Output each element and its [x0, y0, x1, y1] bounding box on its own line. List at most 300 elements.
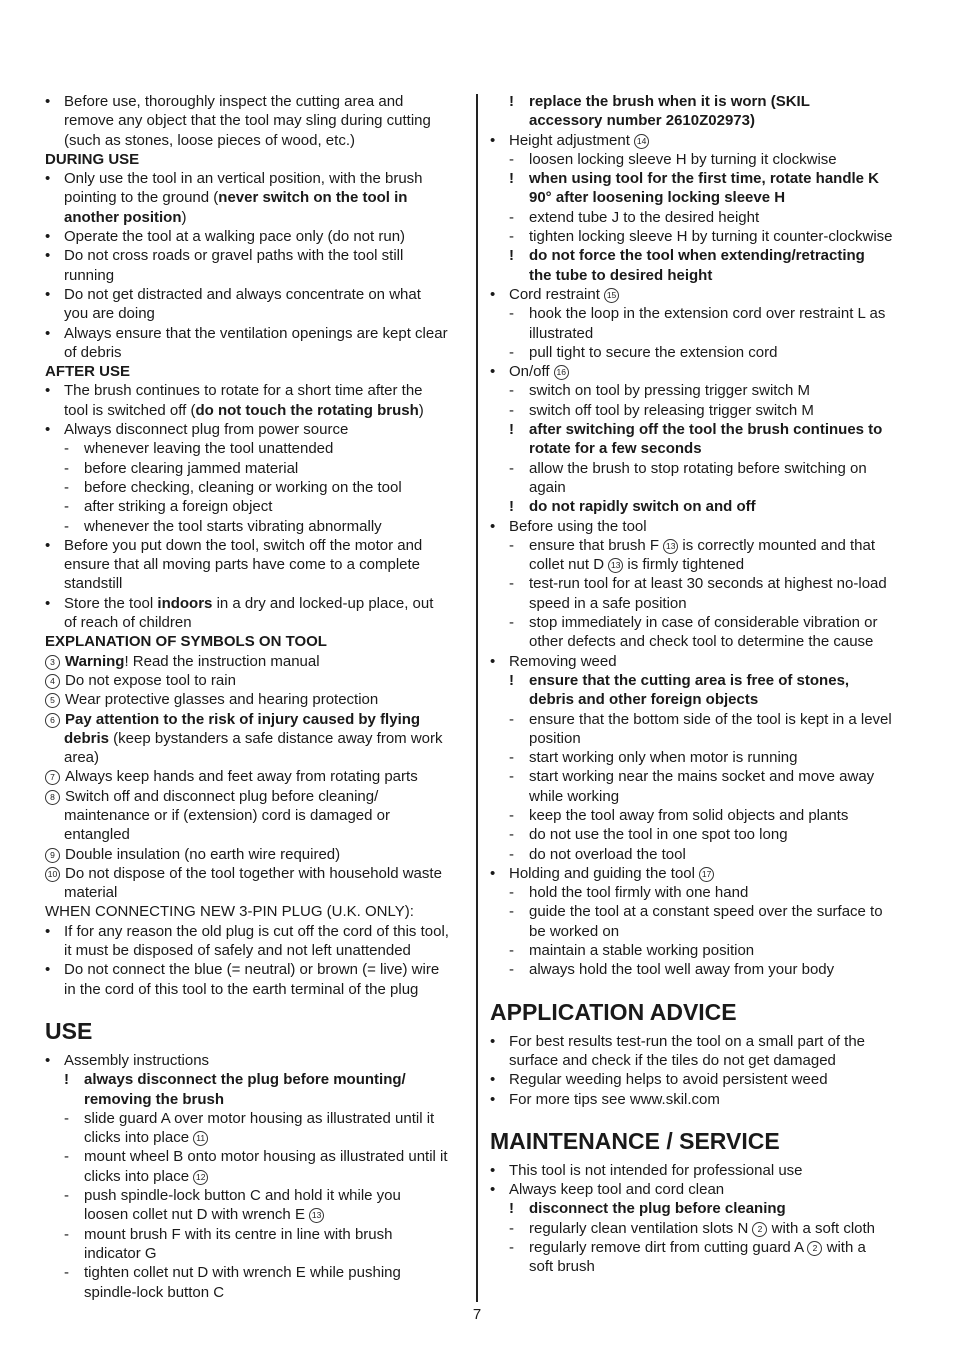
- text: APPLICATION ADVICE: [490, 998, 737, 1025]
- text: pointing to the ground (: [64, 189, 219, 207]
- text: allow the brush to stop rotating before switching on: [529, 459, 867, 477]
- dash-marker: -: [509, 768, 514, 786]
- text-line: [45, 131, 465, 150]
- dash-marker: -: [509, 826, 514, 844]
- warning-marker: !: [509, 421, 514, 439]
- text-line: [45, 806, 465, 825]
- text: position: [529, 729, 581, 747]
- text: Assembly instructions: [64, 1051, 210, 1069]
- text: whenever the tool starts vibrating abnormally: [84, 517, 382, 535]
- text-line: [490, 922, 914, 941]
- text-line: [490, 497, 914, 516]
- bold-text: indoors: [157, 594, 213, 612]
- text: in a dry and locked-up place, out: [212, 594, 434, 612]
- text-line: [490, 1090, 914, 1109]
- text: removing the brush: [84, 1090, 225, 1108]
- text-line: [45, 1109, 465, 1128]
- text: soft brush: [529, 1258, 595, 1276]
- text: it must be disposed of safely and not left unattended: [64, 942, 411, 960]
- text: accessory number 2610Z02973): [529, 112, 755, 130]
- text: ensure that the cutting area is free of stones,: [529, 671, 850, 689]
- text: surface and check if the tiles do not get damaged: [509, 1051, 836, 1069]
- dash-marker: -: [509, 401, 514, 419]
- text-line: [490, 304, 914, 323]
- text: do not rapidly switch on and off: [529, 498, 756, 516]
- symbol-number: 9: [45, 848, 60, 863]
- dash-marker: -: [64, 478, 69, 496]
- bold-text: Pay attention to the risk of injury caused by flying: [65, 710, 421, 728]
- text-line: [490, 806, 914, 825]
- bold-text: debris: [64, 729, 110, 747]
- text-line: [490, 941, 914, 960]
- text: do not overload the tool: [529, 845, 686, 863]
- text: For best results test-run the tool on a small part of the: [509, 1032, 866, 1050]
- text-line: [45, 324, 465, 343]
- text: USE: [45, 1017, 93, 1044]
- text-line: [45, 420, 465, 439]
- bullet-icon: •: [45, 324, 51, 342]
- text-line: [45, 613, 465, 632]
- text: do not force the tool when extending/retracting: [529, 247, 865, 265]
- text-line: [45, 748, 465, 767]
- text-line: [490, 246, 914, 265]
- text-line: [45, 227, 465, 246]
- text: stop immediately in case of considerable vibration or: [529, 614, 878, 632]
- text: AFTER USE: [45, 363, 131, 381]
- text: switch on tool by pressing trigger switch M: [529, 382, 810, 400]
- text: other defects and check tool to determine the cause: [529, 633, 874, 651]
- bullet-icon: •: [45, 228, 51, 246]
- page-number: 7: [472, 1306, 482, 1323]
- text: hook the loop in the extension cord over restraint L as: [529, 305, 886, 323]
- text: EXPLANATION OF SYMBOLS ON TOOL: [45, 633, 327, 651]
- warning-marker: !: [509, 93, 514, 110]
- text-line: [490, 1032, 914, 1051]
- text: of debris: [64, 343, 122, 361]
- text: Only use the tool in an vertical position, with the brush: [64, 170, 423, 188]
- bullet-icon: •: [45, 382, 51, 400]
- text: after striking a foreign object: [84, 498, 273, 516]
- text-line: [45, 864, 465, 883]
- symbol-number-icon: [45, 690, 60, 709]
- figure-reference-icon: 14: [634, 134, 649, 149]
- text-line: [490, 92, 914, 111]
- text: you are doing: [64, 305, 155, 323]
- bullet-icon: •: [490, 1032, 496, 1050]
- text-line: [490, 883, 914, 902]
- symbol-number: 7: [45, 770, 60, 785]
- text-line: [490, 362, 914, 381]
- text: speed in a safe position: [529, 594, 687, 612]
- text: On/off: [509, 363, 554, 381]
- text: push spindle-lock button C and hold it while you: [84, 1187, 401, 1205]
- text: Switch off and disconnect plug before cleaning/: [65, 787, 379, 805]
- text-line: [490, 478, 914, 497]
- text-line: [45, 1070, 465, 1089]
- dash-marker: -: [509, 884, 514, 902]
- text: tool is switched off (: [64, 401, 196, 419]
- text-line: [45, 767, 465, 786]
- text-line: [490, 227, 914, 246]
- text-line: [45, 1147, 465, 1166]
- symbol-number: 8: [45, 790, 60, 805]
- text: Always disconnect plug from power source: [64, 421, 349, 439]
- text: mount brush F with its centre in line with brush: [84, 1225, 393, 1243]
- text-line: [490, 285, 914, 304]
- bullet-icon: •: [45, 170, 51, 188]
- text-line: [490, 1257, 914, 1276]
- symbol-number: 5: [45, 693, 60, 708]
- text: slide guard A over motor housing as illustrated until it: [84, 1109, 435, 1127]
- text-line: [45, 246, 465, 265]
- text-line: [45, 729, 465, 748]
- dash-marker: -: [509, 1239, 514, 1257]
- dash-marker: -: [509, 208, 514, 226]
- text: If for any reason the old plug is cut off the cord of this tool,: [64, 922, 449, 940]
- text: Before using the tool: [509, 517, 647, 535]
- bullet-icon: •: [45, 285, 51, 303]
- text-line: [45, 188, 465, 207]
- dash-marker: -: [509, 575, 514, 593]
- text: ensure that the bottom side of the tool is kept in a level: [529, 710, 892, 728]
- dash-marker: -: [509, 806, 514, 824]
- dash-marker: -: [509, 614, 514, 632]
- text: while working: [529, 787, 620, 805]
- text: in the cord of this tool to the earth terminal of the plug: [64, 980, 419, 998]
- text-line: [45, 1263, 465, 1282]
- text: loosen locking sleeve H by turning it clockwise: [529, 150, 837, 168]
- text: with a soft cloth: [767, 1219, 876, 1237]
- text: whenever leaving the tool unattended: [84, 440, 334, 458]
- bullet-icon: •: [490, 1181, 496, 1199]
- bold-text: do not touch the rotating brush: [195, 401, 419, 419]
- bullet-icon: •: [490, 1090, 496, 1108]
- text: Always keep hands and feet away from rotating parts: [65, 768, 418, 786]
- text: hold the tool firmly with one hand: [529, 884, 749, 902]
- text: loosen collet nut D with wrench E: [84, 1206, 310, 1224]
- text: Store the tool: [64, 594, 158, 612]
- text: tighten locking sleeve H by turning it counter-clockwise: [529, 228, 893, 246]
- text: Double insulation (no earth wire required): [65, 845, 341, 863]
- subsection-heading: [45, 632, 465, 651]
- warning-marker: !: [509, 498, 514, 516]
- text-line: [490, 1199, 914, 1218]
- text: before checking, cleaning or working on the tool: [84, 478, 402, 496]
- figure-reference-icon: 15: [604, 288, 619, 303]
- text: replace the brush when it is worn (SKIL: [529, 93, 810, 110]
- dash-marker: -: [64, 459, 69, 477]
- text-line: [45, 883, 465, 902]
- text: before clearing jammed material: [84, 459, 299, 477]
- column-divider: [476, 94, 478, 1302]
- text: extend tube J to the desired height: [529, 208, 760, 226]
- text-line: [45, 594, 465, 613]
- bullet-icon: •: [490, 517, 496, 535]
- bullet-icon: •: [490, 363, 496, 381]
- symbol-number-icon: [45, 845, 60, 864]
- text-line: [45, 343, 465, 362]
- section-heading: [45, 1017, 465, 1045]
- text: The brush continues to rotate for a short time after the: [64, 382, 423, 400]
- text-line: [490, 324, 914, 343]
- text-line: [45, 517, 465, 536]
- text: ensure that all moving parts have come to a complete: [64, 556, 421, 574]
- text-line: [45, 787, 465, 806]
- bullet-icon: •: [45, 961, 51, 979]
- bullet-icon: •: [490, 1161, 496, 1179]
- text: ): [181, 208, 187, 226]
- dash-marker: -: [509, 343, 514, 361]
- text: Regular weeding helps to avoid persistent weed: [509, 1071, 828, 1089]
- text-line: [490, 1161, 914, 1180]
- text-line: [490, 401, 914, 420]
- symbol-number-icon: [45, 864, 60, 883]
- bold-text: Warning: [65, 652, 125, 670]
- symbol-number: 10: [45, 867, 60, 882]
- text-line: [490, 613, 914, 632]
- text: after switching off the tool the brush continues to: [529, 421, 883, 439]
- text-line: [490, 652, 914, 671]
- warning-marker: !: [509, 671, 514, 689]
- text-line: [45, 381, 465, 400]
- text: spindle-lock button C: [84, 1283, 225, 1301]
- text: of reach of children: [64, 614, 192, 632]
- bullet-icon: •: [490, 131, 496, 149]
- text: WHEN CONNECTING NEW 3-PIN PLUG (U.K. ONLY):: [45, 903, 414, 921]
- text: test-run tool for at least 30 seconds at highest no-load: [529, 575, 887, 593]
- figure-reference-icon: 13: [309, 1208, 324, 1223]
- text: maintain a stable working position: [529, 942, 755, 960]
- text-line: [45, 690, 465, 709]
- text: entangled: [64, 826, 130, 844]
- figure-reference-icon: 13: [608, 558, 623, 573]
- dash-marker: -: [509, 961, 514, 979]
- text-line: [490, 632, 914, 651]
- text-line: [45, 536, 465, 555]
- text-line: [45, 1244, 465, 1263]
- text-line: [45, 555, 465, 574]
- bullet-icon: •: [490, 285, 496, 303]
- text: ensure that brush F: [529, 536, 664, 554]
- text-line: [490, 767, 914, 786]
- text: the tube to desired height: [529, 266, 713, 284]
- text-line: [490, 208, 914, 227]
- symbol-number: 6: [45, 713, 60, 728]
- text-line: [490, 111, 914, 130]
- text: DURING USE: [45, 150, 140, 168]
- text-line: [45, 459, 465, 478]
- text-line: [490, 710, 914, 729]
- text-line: [45, 980, 465, 999]
- text: (keep bystanders a safe distance away from work: [109, 729, 443, 747]
- text: switch off tool by releasing trigger switch M: [529, 401, 814, 419]
- text: is firmly tightened: [623, 556, 745, 574]
- text: Do not get distracted and always concentrate on what: [64, 285, 421, 303]
- figure-reference-icon: 2: [752, 1222, 767, 1237]
- text-line: [45, 845, 465, 864]
- text: ): [418, 401, 424, 419]
- text: maintenance or if (extension) cord is damaged or: [64, 806, 391, 824]
- text-line: [45, 710, 465, 729]
- text-line: [45, 266, 465, 285]
- text-line: [490, 864, 914, 883]
- text-line: [490, 574, 914, 593]
- text-line: [490, 787, 914, 806]
- text-line: [45, 1167, 465, 1186]
- section-heading: [490, 998, 914, 1026]
- text: Cord restraint: [509, 285, 605, 303]
- text-line: [490, 131, 914, 150]
- dash-marker: -: [509, 150, 514, 168]
- figure-reference-icon: 12: [193, 1170, 208, 1185]
- text-line: [490, 536, 914, 555]
- text: Do not expose tool to rain: [65, 671, 236, 689]
- symbol-number-icon: [45, 787, 60, 806]
- text: start working only when motor is running: [529, 749, 798, 767]
- text: guide the tool at a constant speed over the surface to: [529, 903, 883, 921]
- dash-marker: -: [509, 749, 514, 767]
- text-line: [45, 1128, 465, 1147]
- bullet-icon: •: [45, 247, 51, 265]
- text: For more tips see www.skil.com: [509, 1090, 720, 1108]
- text-line: [45, 208, 465, 227]
- warning-marker: !: [509, 247, 514, 265]
- bullet-icon: •: [490, 1071, 496, 1089]
- text-line: [45, 169, 465, 188]
- figure-reference-icon: 11: [193, 1131, 208, 1146]
- warning-marker: !: [509, 1200, 514, 1218]
- dash-marker: -: [509, 710, 514, 728]
- text: Always keep tool and cord clean: [509, 1181, 725, 1199]
- text-line: [45, 960, 465, 979]
- dash-marker: -: [509, 903, 514, 921]
- text-line: [45, 652, 465, 671]
- text: 90° after loosening locking sleeve H: [529, 189, 786, 207]
- text: mount wheel B onto motor housing as illustrated until it: [84, 1148, 448, 1166]
- text: again: [529, 478, 566, 496]
- text: collet nut D: [529, 556, 609, 574]
- text: Holding and guiding the tool: [509, 864, 700, 882]
- text-line: [490, 1070, 914, 1089]
- text-line: [45, 304, 465, 323]
- text-line: [45, 1051, 465, 1070]
- text: is correctly mounted and that: [678, 536, 876, 554]
- dash-marker: -: [64, 1187, 69, 1205]
- symbol-number-icon: [45, 671, 60, 690]
- text: Removing weed: [509, 652, 617, 670]
- dash-marker: -: [509, 305, 514, 323]
- symbol-number-icon: [45, 710, 60, 729]
- text: regularly clean ventilation slots N: [529, 1219, 753, 1237]
- dash-marker: -: [64, 440, 69, 458]
- text-line: [45, 92, 465, 111]
- text-line: [490, 420, 914, 439]
- text: Wear protective glasses and hearing protection: [65, 691, 379, 709]
- text-line: [45, 922, 465, 941]
- text: indicator G: [84, 1244, 157, 1262]
- dash-marker: -: [64, 498, 69, 516]
- text-line: [45, 1090, 465, 1109]
- text-line: [45, 574, 465, 593]
- text: keep the tool away from solid objects and plants: [529, 806, 849, 824]
- dash-marker: -: [509, 459, 514, 477]
- text-line: [490, 266, 914, 285]
- text-line: [490, 845, 914, 864]
- text-line: [490, 169, 914, 188]
- text: (such as stones, loose pieces of wood, etc.): [64, 131, 355, 149]
- dash-marker: -: [509, 942, 514, 960]
- text-line: [490, 459, 914, 478]
- text: debris and other foreign objects: [529, 691, 759, 709]
- dash-marker: -: [509, 1219, 514, 1237]
- text-line: [490, 902, 914, 921]
- subsection-heading: [45, 150, 465, 169]
- text: Always ensure that the ventilation openings are kept clear: [64, 324, 448, 342]
- text-line: [490, 555, 914, 574]
- dash-marker: -: [64, 517, 69, 535]
- bold-text: another position: [64, 208, 182, 226]
- warning-marker: !: [509, 170, 514, 188]
- figure-reference-icon: 16: [554, 365, 569, 380]
- text: Height adjustment: [509, 131, 635, 149]
- text-line: [490, 439, 914, 458]
- text-line: [45, 1205, 465, 1224]
- dash-marker: -: [64, 1264, 69, 1282]
- text-line: [45, 825, 465, 844]
- text: disconnect the plug before cleaning: [529, 1200, 786, 1218]
- bullet-icon: •: [45, 536, 51, 554]
- dash-marker: -: [509, 382, 514, 400]
- symbol-number: 3: [45, 655, 60, 670]
- text: pull tight to secure the extension cord: [529, 343, 778, 361]
- bullet-icon: •: [45, 93, 51, 110]
- text: always hold the tool well away from your body: [529, 961, 835, 979]
- subsection-heading: [45, 362, 465, 381]
- text-line: [45, 941, 465, 960]
- text: Before you put down the tool, switch off the motor and: [64, 536, 423, 554]
- text-line: [490, 594, 914, 613]
- text-line: [490, 729, 914, 748]
- text-line: [45, 902, 465, 921]
- text: Do not dispose of the tool together with household waste: [65, 864, 442, 882]
- text: area): [64, 749, 100, 767]
- bullet-icon: •: [45, 594, 51, 612]
- text: remove any object that the tool may sling during cutting: [64, 112, 431, 130]
- text: This tool is not intended for professional use: [509, 1161, 803, 1179]
- text-line: [45, 401, 465, 420]
- text: when using tool for the first time, rotate handle K: [529, 170, 880, 188]
- text: do not use the tool in one spot too long: [529, 826, 788, 844]
- bullet-icon: •: [45, 922, 51, 940]
- text-line: [45, 1186, 465, 1205]
- symbol-number-icon: [45, 652, 60, 671]
- text-line: [45, 671, 465, 690]
- bullet-icon: •: [490, 864, 496, 882]
- bullet-icon: •: [490, 652, 496, 670]
- text-line: [45, 285, 465, 304]
- figure-reference-icon: 2: [807, 1241, 822, 1256]
- text-line: [490, 1219, 914, 1238]
- warning-marker: !: [64, 1071, 69, 1089]
- text: MAINTENANCE / SERVICE: [490, 1127, 780, 1154]
- text-line: [490, 671, 914, 690]
- text: start working near the mains socket and move away: [529, 768, 875, 786]
- text: clicks into place: [84, 1129, 194, 1147]
- text: regularly remove dirt from cutting guard A: [529, 1239, 808, 1257]
- text: rotate for a few seconds: [529, 440, 702, 458]
- dash-marker: -: [64, 1225, 69, 1243]
- right-column: [490, 92, 914, 1277]
